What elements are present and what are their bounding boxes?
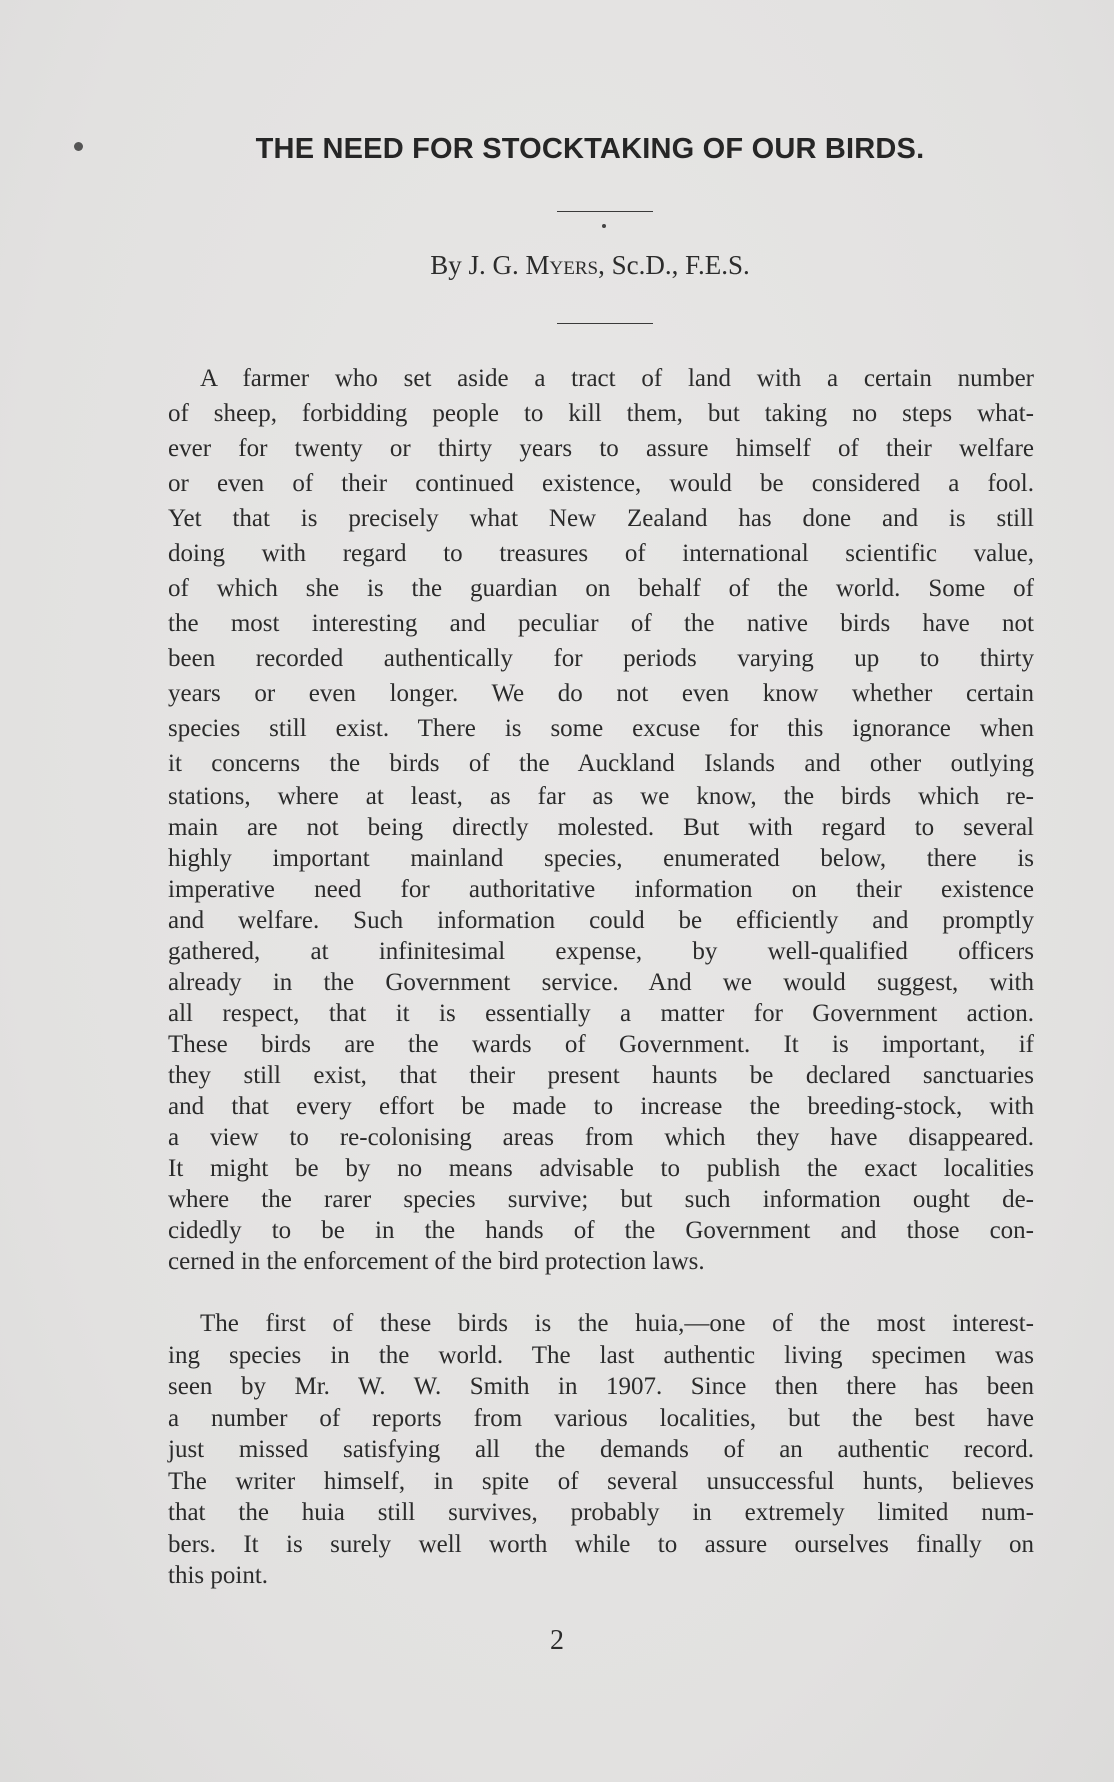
text-line: species still exist. There is some excuse for this ignorance when	[168, 715, 1034, 742]
text-line: gathered, at infinitesimal expense, by well-qualified officers	[168, 938, 1034, 965]
text-line: been recorded authentically for periods varying up to thirty	[168, 645, 1034, 672]
margin-mark	[74, 142, 83, 151]
text-line: main are not being directly molested. But with regard to several	[168, 814, 1034, 841]
text-line: they still exist, that their present haunts be declared sanctuaries	[168, 1062, 1034, 1089]
text-line: a number of reports from various localities, but the best have	[168, 1404, 1034, 1432]
text-line: of which she is the guardian on behalf of the world. Some of	[168, 575, 1034, 602]
text-line: a view to re-colonising areas from which they have disappeared.	[168, 1124, 1034, 1151]
byline-prefix: By J. G.	[430, 250, 519, 280]
text-line: cerned in the enforcement of the bird protection laws.	[168, 1248, 705, 1275]
text-line: the most interesting and peculiar of the native birds have not	[168, 610, 1034, 637]
text-line: seen by Mr. W. W. Smith in 1907. Since then there has been	[168, 1373, 1034, 1400]
text-line: it concerns the birds of the Auckland Islands and other outlying	[168, 750, 1034, 777]
text-line: imperative need for authoritative information on their existence	[168, 876, 1034, 903]
text-line: that the huia still survives, probably in extremely limited num-	[168, 1499, 1034, 1526]
text-line: where the rarer species survive; but such information ought de-	[168, 1186, 1034, 1213]
text-line: The first of these birds is the huia,—one of the most interest-	[200, 1310, 1034, 1337]
text-line: highly important mainland species, enumerated below, there is	[168, 845, 1034, 872]
article-title: THE NEED FOR STOCKTAKING OF OUR BIRDS.	[255, 133, 925, 165]
paragraph-2	[168, 1308, 1034, 1592]
text-line: this point.	[168, 1562, 269, 1589]
text-line: These birds are the wards of Government. It is important, if	[168, 1031, 1034, 1058]
text-line: and welfare. Such information could be efficiently and promptly	[168, 907, 1034, 934]
paragraph-1	[168, 361, 1034, 1277]
text-line: Yet that is precisely what New Zealand has done and is still	[168, 505, 1034, 532]
text-line: years or even longer. We do not even know whether certain	[168, 680, 1034, 707]
byline	[150, 250, 1030, 281]
byline-rule	[557, 323, 653, 324]
text-line: It might be by no means advisable to publish the exact localities	[168, 1155, 1034, 1182]
text-line: ing species in the world. The last authentic living specimen was	[168, 1341, 1034, 1369]
title-rule	[557, 211, 653, 212]
text-line: of sheep, forbidding people to kill them, but taking no steps what-	[168, 400, 1034, 427]
text-line: cidedly to be in the hands of the Government and those con-	[168, 1217, 1034, 1244]
text-line: A farmer who set aside a tract of land with a certain number	[200, 365, 1034, 392]
text-line: all respect, that it is essentially a matter for Government action.	[168, 1000, 1034, 1027]
text-line: bers. It is surely well worth while to assure ourselves finally on	[168, 1530, 1034, 1558]
text-line: just missed satisfying all the demands of an authentic record.	[168, 1436, 1034, 1463]
byline-credentials: , Sc.D., F.E.S.	[598, 250, 750, 280]
text-line: already in the Government service. And we would suggest, with	[168, 969, 1034, 996]
text-line: or even of their continued existence, would be considered a fool.	[168, 470, 1034, 497]
ornament-dot	[602, 224, 606, 228]
text-line: ever for twenty or thirty years to assure himself of their welfare	[168, 435, 1034, 462]
text-line: stations, where at least, as far as we know, the birds which re-	[168, 783, 1034, 810]
text-line: and that every effort be made to increase the breeding-stock, with	[168, 1093, 1034, 1120]
text-line: doing with regard to treasures of international scientific value,	[168, 540, 1034, 567]
byline-surname: Myers	[525, 250, 599, 280]
page-number: 2	[550, 1625, 564, 1656]
text-line: The writer himself, in spite of several unsuccessful hunts, believes	[168, 1467, 1034, 1495]
